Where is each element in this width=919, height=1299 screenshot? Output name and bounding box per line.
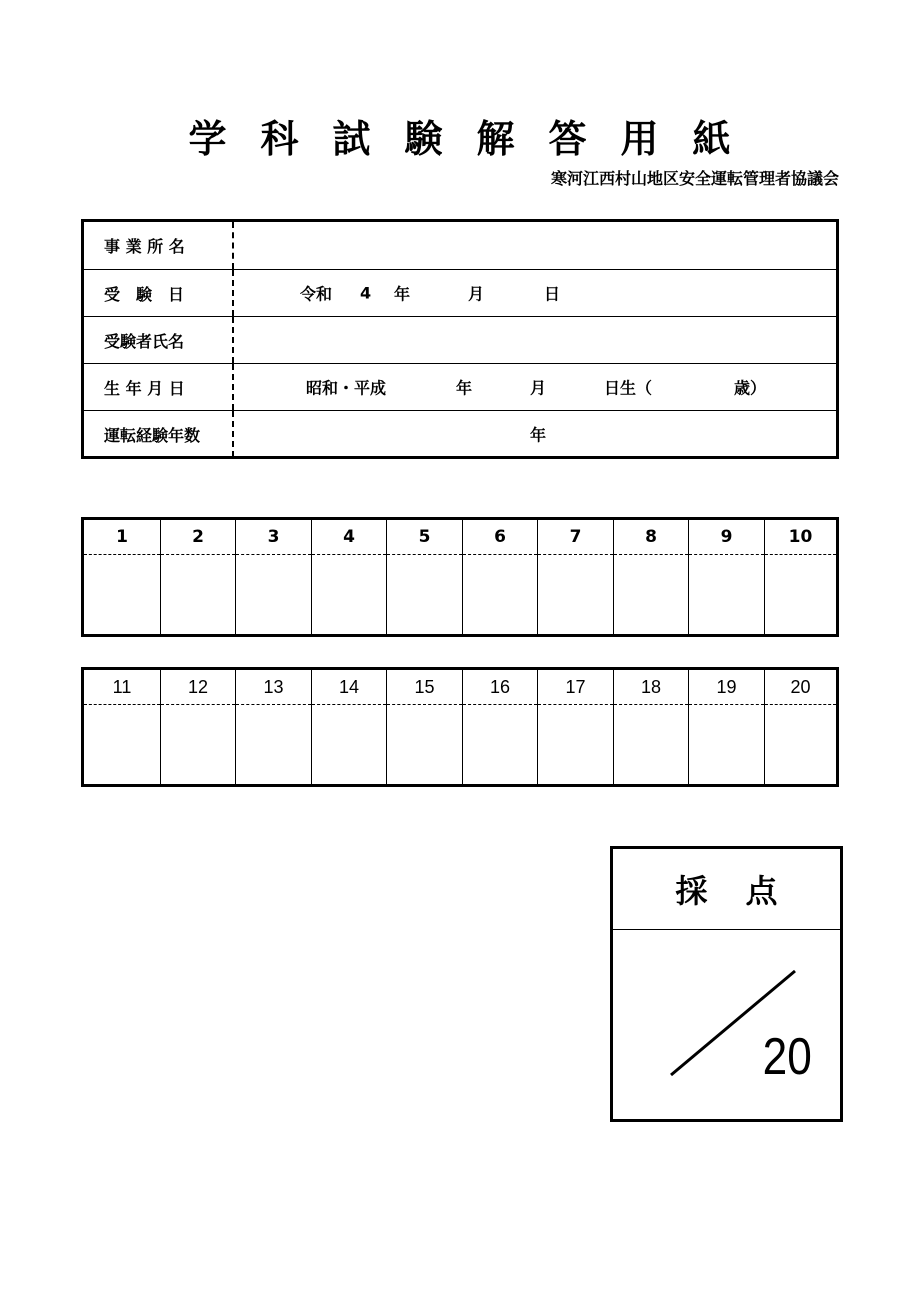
question-number: 17 <box>538 670 613 705</box>
question-number: 2 <box>161 520 235 555</box>
office-row <box>84 222 836 269</box>
answer-cell[interactable] <box>462 520 537 634</box>
answer-cell[interactable] <box>764 520 836 634</box>
answer-cell[interactable] <box>688 520 764 634</box>
answer-cell[interactable] <box>386 670 462 784</box>
answer-cell[interactable] <box>235 520 311 634</box>
question-number: 3 <box>236 520 311 555</box>
question-number: 10 <box>765 520 836 555</box>
question-number: 15 <box>387 670 462 705</box>
question-number: 1 <box>84 520 160 555</box>
birth-era: 昭和・平成 <box>306 378 387 398</box>
office-label: 事 業 所 名 <box>84 222 234 269</box>
exam-date-field[interactable] <box>236 270 836 316</box>
birth-month-unit: 月 <box>530 378 547 398</box>
question-number: 13 <box>236 670 311 705</box>
answer-cell[interactable] <box>386 520 462 634</box>
answer-cell[interactable] <box>537 520 613 634</box>
answer-cell[interactable] <box>688 670 764 784</box>
question-number: 5 <box>387 520 462 555</box>
question-number: 4 <box>312 520 386 555</box>
exam-date-row <box>84 269 836 316</box>
answer-grid-1-10 <box>81 517 839 637</box>
exam-date-label: 受 験 日 <box>84 270 234 316</box>
answer-cell[interactable] <box>462 670 537 784</box>
exam-date-year-unit: 年 <box>394 284 411 304</box>
examinee-info-table <box>81 219 839 459</box>
page-title: 学科試験解答用紙 <box>188 117 765 161</box>
answer-cell[interactable] <box>764 670 836 784</box>
organization-name: 寒河江西村山地区安全運転管理者協議会 <box>550 169 839 188</box>
answer-cell[interactable] <box>613 670 688 784</box>
question-number: 7 <box>538 520 613 555</box>
answer-cell[interactable] <box>537 670 613 784</box>
name-label: 受験者氏名 <box>84 317 234 363</box>
question-number: 8 <box>614 520 688 555</box>
score-label: 採点 <box>613 849 840 930</box>
birth-day-unit: 日生（ <box>604 378 653 398</box>
answer-grid-11-20 <box>81 667 839 787</box>
experience-row <box>84 410 836 457</box>
exam-date-month-unit: 月 <box>468 284 485 304</box>
name-field[interactable] <box>236 317 836 363</box>
office-field[interactable] <box>236 222 836 269</box>
answer-cell[interactable] <box>311 520 386 634</box>
question-number: 12 <box>161 670 235 705</box>
question-number: 14 <box>312 670 386 705</box>
experience-field[interactable] <box>236 411 836 457</box>
exam-date-year: 4 <box>360 283 372 303</box>
answer-cell[interactable] <box>160 520 235 634</box>
question-number: 9 <box>689 520 764 555</box>
score-slash-divider <box>613 929 840 1119</box>
score-total: 20 <box>762 1028 812 1086</box>
question-number: 16 <box>463 670 537 705</box>
answer-cell[interactable] <box>311 670 386 784</box>
question-number: 11 <box>84 670 160 705</box>
question-number: 18 <box>614 670 688 705</box>
answer-cell[interactable] <box>235 670 311 784</box>
answer-cell[interactable] <box>84 670 160 784</box>
exam-date-day-unit: 日 <box>544 284 561 304</box>
birth-year-unit: 年 <box>456 378 473 398</box>
birth-field[interactable] <box>236 364 836 410</box>
exam-date-era: 令和 <box>300 284 333 304</box>
experience-label: 運転経験年数 <box>84 411 234 457</box>
birth-row <box>84 363 836 410</box>
birth-age-unit: 歳） <box>734 378 767 398</box>
answer-cell[interactable] <box>84 520 160 634</box>
score-box <box>610 846 843 1122</box>
answer-cell[interactable] <box>613 520 688 634</box>
birth-label: 生 年 月 日 <box>84 364 234 410</box>
question-number: 19 <box>689 670 764 705</box>
question-number: 20 <box>765 670 836 705</box>
question-number: 6 <box>463 520 537 555</box>
name-row <box>84 316 836 363</box>
answer-cell[interactable] <box>160 670 235 784</box>
experience-unit: 年 <box>530 425 547 445</box>
